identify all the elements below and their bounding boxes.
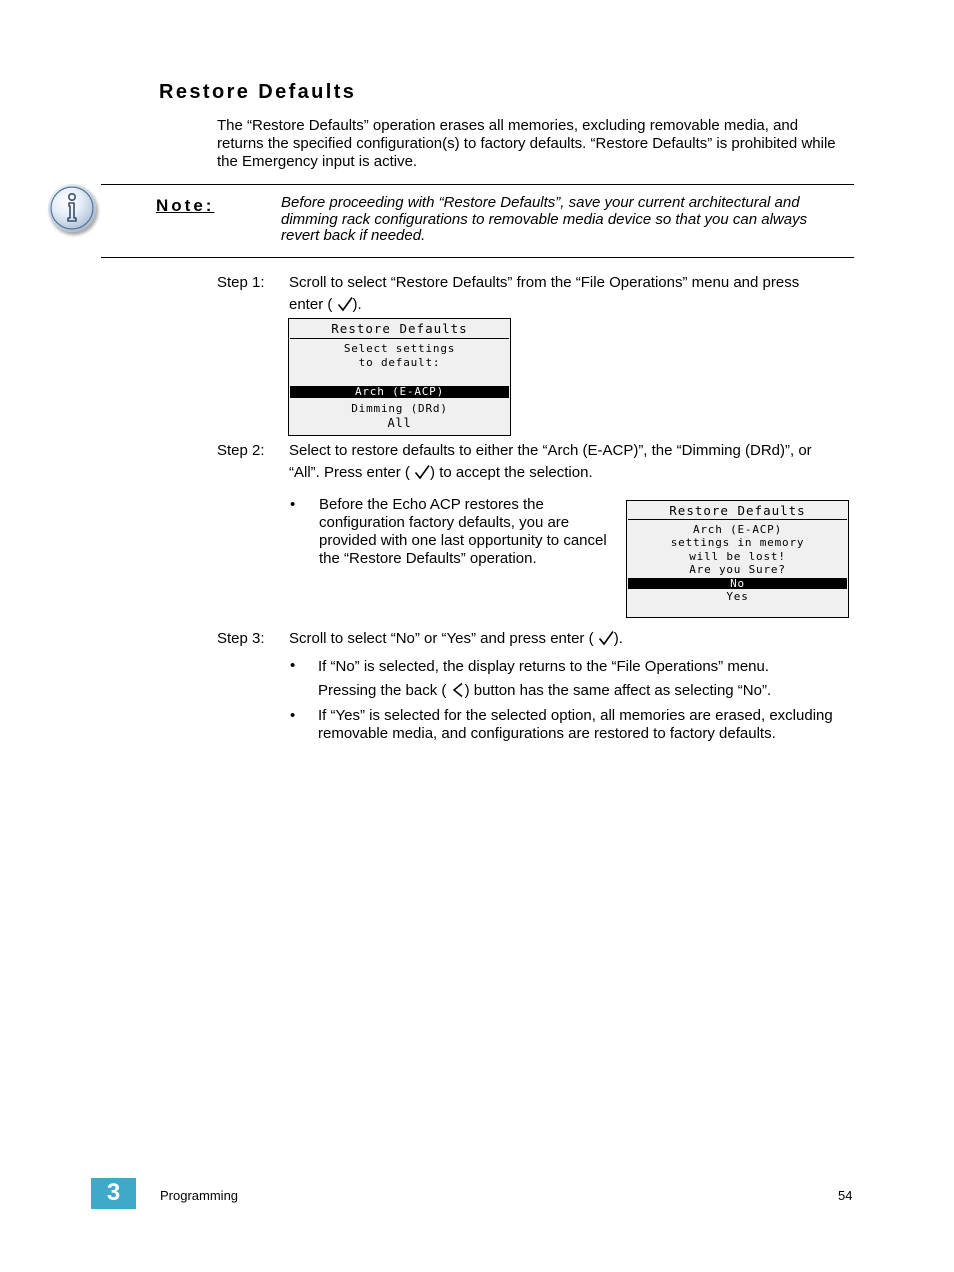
note-text: Before proceeding with “Restore Defaults”, save your current architectural and dimming rack configurations to removable media device so that you can always revert back if needed. — [281, 194, 808, 244]
check-icon — [414, 464, 430, 480]
section-heading: Restore Defaults — [159, 81, 357, 103]
step-2-text — [289, 440, 854, 484]
step-2-enter-suffix: ) to accept the selection. — [430, 464, 593, 481]
step-2-line-2 — [289, 462, 854, 484]
lcd-title: Restore Defaults — [669, 503, 806, 518]
intro-paragraph: The “Restore Defaults” operation erases all memories, excluding removable media, and returns the specified configuration(s) to factory defaults. “Restore Defaults” is prohibited while the Emergency input is active. — [217, 117, 836, 170]
step-1-label: Step 1: — [217, 274, 265, 291]
step-1-enter-prefix: enter ( — [289, 296, 333, 313]
chapter-badge: 3 — [91, 1178, 136, 1209]
lcd-option-selected: No — [628, 578, 847, 589]
bullet-1-back-suffix: ) button has the same affect as selecting “No”. — [464, 682, 772, 699]
step-3-label: Step 3: — [217, 630, 265, 647]
step-3-suffix: ). — [613, 630, 623, 647]
step-3-prefix: Scroll to select “No” or “Yes” and press enter ( — [289, 630, 594, 647]
lcd-line: to default: — [358, 356, 441, 369]
step-1-line-2 — [289, 294, 854, 316]
lcd-option: All — [387, 416, 412, 430]
lcd-line: settings in memory — [670, 536, 805, 549]
lcd-line: Are you Sure? — [689, 563, 786, 576]
note-bottom-rule — [101, 257, 854, 258]
lcd-divider — [290, 338, 509, 339]
bullet-marker: • — [290, 657, 296, 674]
lcd-line: will be lost! — [689, 550, 786, 563]
check-icon — [337, 296, 353, 312]
step-3-text — [289, 628, 854, 650]
step-2-line-1: Select to restore defaults to either the “Arch (E-ACP)”, the “Dimming (DRd)”, or — [289, 442, 812, 459]
bullet-marker: • — [290, 496, 296, 513]
lcd-divider — [628, 519, 847, 520]
lcd-option: Yes — [726, 590, 749, 603]
check-icon — [598, 630, 614, 646]
step-1-text — [289, 272, 854, 316]
step-2-label: Step 2: — [217, 442, 265, 459]
bullet-1-line-2 — [318, 679, 854, 703]
lcd-option: Dimming (DRd) — [351, 402, 448, 415]
lcd-title: Restore Defaults — [331, 321, 468, 336]
lcd-option-selected: Arch (E-ACP) — [290, 386, 509, 398]
bullet-1-back-prefix: Pressing the back ( — [318, 682, 447, 699]
lcd-display-confirm — [626, 500, 849, 618]
step-3-bullet-1 — [318, 655, 854, 703]
note-label: Note: — [156, 196, 215, 215]
step-1-enter-suffix: ). — [352, 296, 362, 313]
note-top-rule — [101, 184, 854, 185]
step-2-bullet-text: Before the Echo ACP restores the configuration factory defaults, you are provided with one last opportunity to cancel the “Restore Defaults” operation. — [319, 496, 607, 567]
page-number: 54 — [838, 1188, 853, 1203]
step-1-line-1: Scroll to select “Restore Defaults” from the “File Operations” menu and press — [289, 274, 800, 291]
lcd-line: Arch (E-ACP) — [692, 523, 783, 536]
bullet-1-line-1: If “No” is selected, the display returns to the “File Operations” menu. — [318, 658, 770, 675]
info-icon — [48, 184, 96, 232]
lcd-display-select-settings — [288, 318, 511, 436]
lcd-line: Select settings — [343, 342, 456, 355]
bullet-marker: • — [290, 707, 296, 724]
step-2-enter-prefix: “All”. Press enter ( — [289, 464, 410, 481]
step-3-bullet-2: If “Yes” is selected for the selected option, all memories are erased, excluding removable media, and configurations are restored to factory defaults. — [318, 707, 833, 742]
back-arrow-icon — [451, 682, 465, 698]
footer-section: Programming — [160, 1188, 239, 1203]
